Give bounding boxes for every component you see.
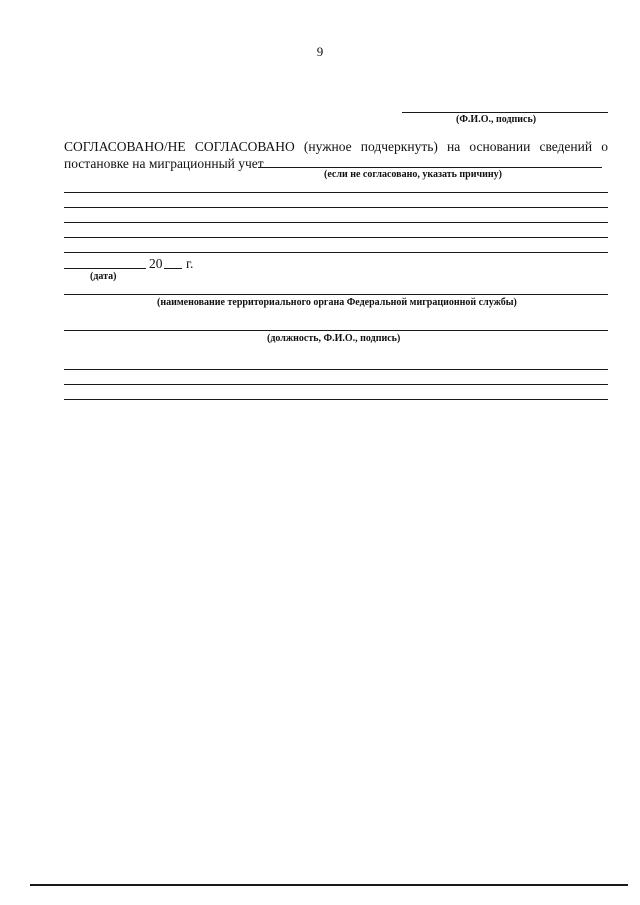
approval-text-line2: постановке на миграционный учет <box>64 156 264 171</box>
fio-signature-line <box>402 112 608 113</box>
extra-blank-line <box>64 369 608 370</box>
date-year-prefix: 20 <box>149 256 163 271</box>
official-caption: (должность, Ф.И.О., подпись) <box>267 333 401 344</box>
extra-blank-line <box>64 384 608 385</box>
official-blank-line <box>64 330 608 331</box>
date-caption: (дата) <box>90 271 117 282</box>
migration-record-blank-line <box>258 167 602 168</box>
reason-blank-line <box>64 237 608 238</box>
date-year-blank-line <box>164 268 182 269</box>
page-number: 9 <box>316 44 324 59</box>
reason-caption: (если не согласовано, указать причину) <box>324 169 502 180</box>
fio-signature-caption: (Ф.И.О., подпись) <box>456 114 537 125</box>
reason-blank-line <box>64 252 608 253</box>
page-bottom-rule <box>30 884 628 886</box>
approval-text-line1: СОГЛАСОВАНО/НЕ СОГЛАСОВАНО (нужное подчеркнуть) на основании сведений о <box>64 139 608 154</box>
authority-blank-line <box>64 294 608 295</box>
extra-blank-line <box>64 399 608 400</box>
reason-blank-line <box>64 207 608 208</box>
authority-caption: (наименование территориального органа Федеральной миграционной службы) <box>157 297 517 308</box>
reason-blank-line <box>64 222 608 223</box>
reason-blank-line <box>64 192 608 193</box>
date-year-suffix: г. <box>186 256 194 271</box>
date-blank-line <box>64 268 146 269</box>
